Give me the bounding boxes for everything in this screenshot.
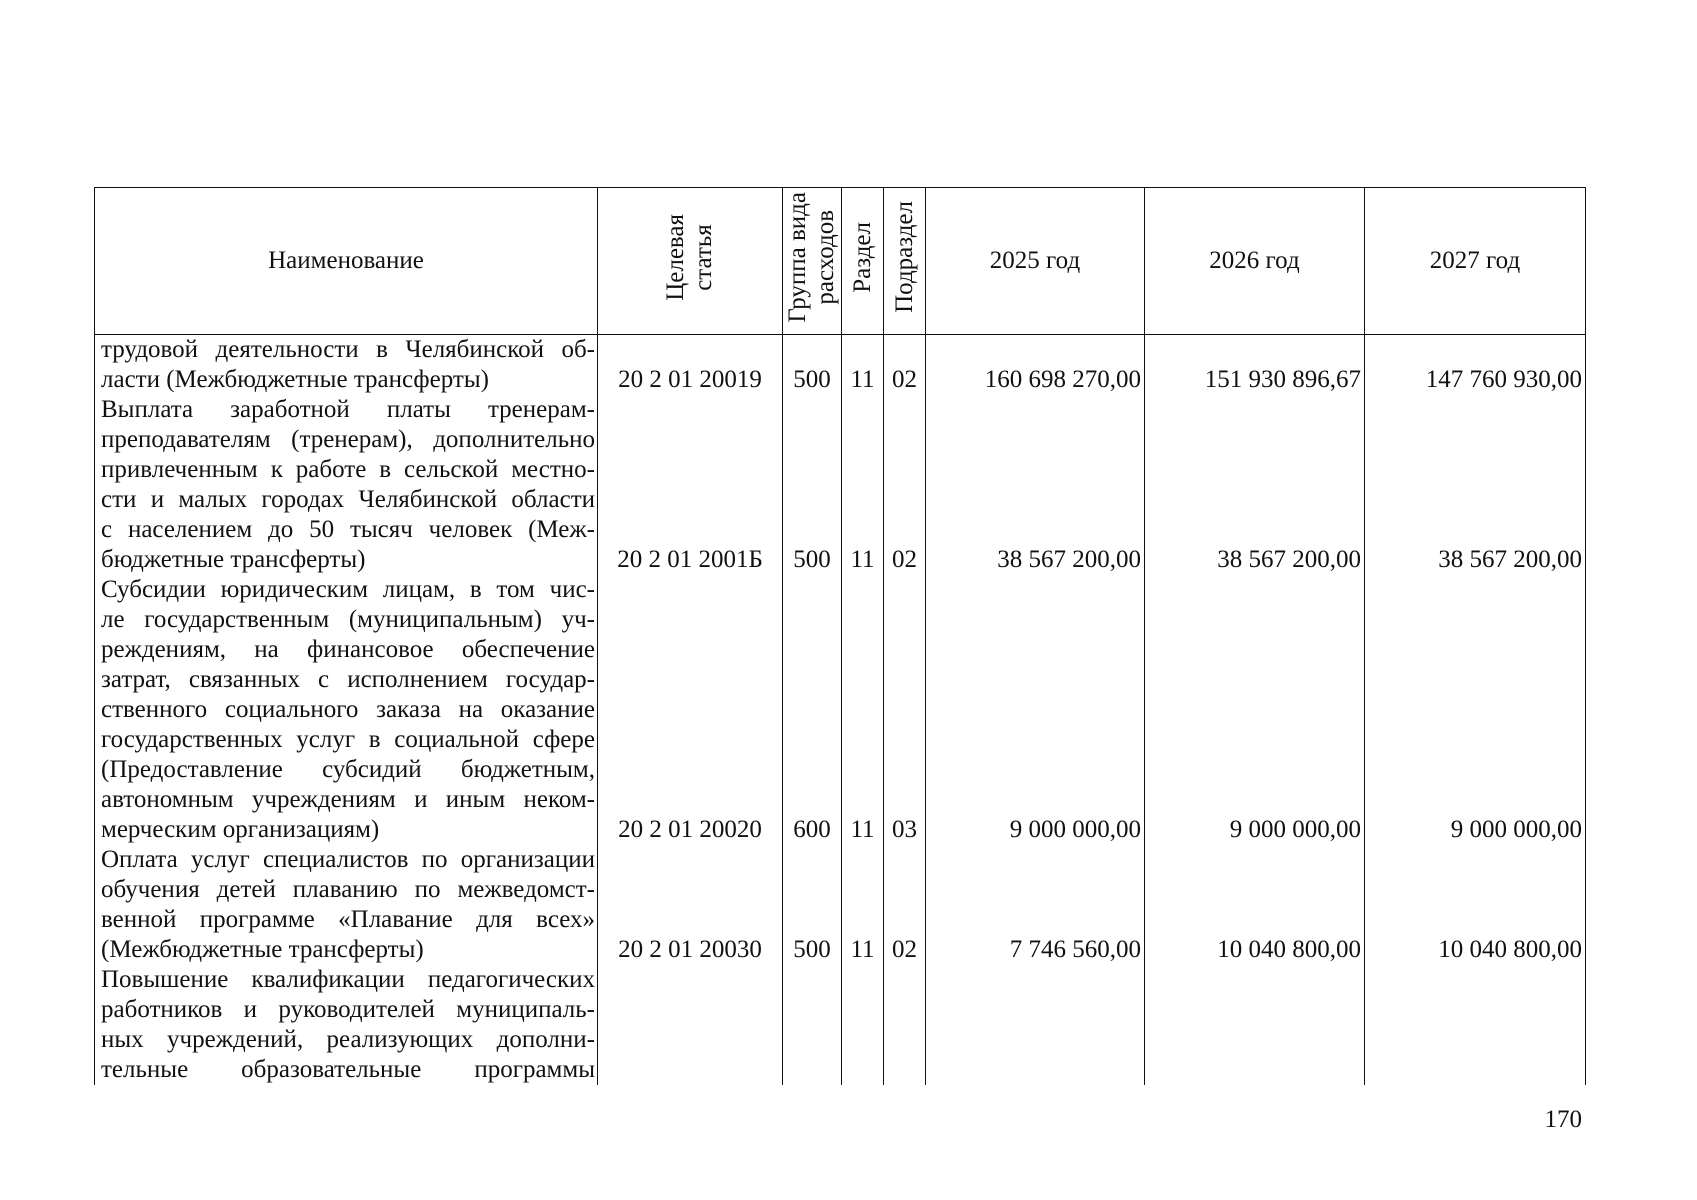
- table-row: [95, 575, 1586, 845]
- header-expense-group: Группа вида расходов: [783, 188, 842, 335]
- target-article-cell: 20 2 01 2001Б: [598, 395, 783, 575]
- budget-table: [94, 187, 1586, 1085]
- name-line: государственных услуг в социальной сфере: [101, 726, 595, 753]
- name-line: сти и малых городах Челябинской области: [101, 486, 595, 513]
- amount-2025-cell: 38 567 200,00: [926, 395, 1145, 575]
- page-number: 170: [1544, 1106, 1582, 1133]
- name-line: тельные образовательные программы: [101, 1056, 595, 1083]
- name-line: бюджетные трансферты): [101, 546, 366, 573]
- name-line: ле государственным (муниципальным) уч-: [101, 606, 595, 633]
- name-line: привлеченным к работе в сельской местно-: [101, 456, 595, 483]
- name-line: венной программе «Плавание для всех»: [101, 906, 595, 933]
- amount-2027-cell: [1365, 965, 1586, 1085]
- header-target-article: Целевая статья: [598, 188, 783, 335]
- name-line: ласти (Межбюджетные трансферты): [101, 366, 489, 393]
- subsection-cell: 02: [884, 395, 926, 575]
- section-cell: 11: [842, 335, 884, 396]
- name-line: затрат, связанных с исполнением государ-: [101, 666, 595, 693]
- subsection-cell: 02: [884, 845, 926, 965]
- target-article-cell: 20 2 01 20030: [598, 845, 783, 965]
- expense-group-cell: 500: [783, 845, 842, 965]
- amount-2025-cell: 9 000 000,00: [926, 575, 1145, 845]
- name-line: Выплата заработной платы тренерам-: [101, 396, 595, 423]
- name-cell: [95, 395, 598, 575]
- name-line: ных учреждений, реализующих дополни-: [101, 1026, 595, 1053]
- subsection-cell: [884, 965, 926, 1085]
- name-cell: [95, 575, 598, 845]
- target-article-cell: 20 2 01 20020: [598, 575, 783, 845]
- amount-2027-cell: 9 000 000,00: [1365, 575, 1586, 845]
- name-line: Оплата услуг специалистов по организации: [101, 846, 595, 873]
- name-line: преподавателям (тренерам), дополнительно: [101, 426, 595, 453]
- table-row: [95, 845, 1586, 965]
- section-cell: 11: [842, 845, 884, 965]
- expense-group-cell: 500: [783, 395, 842, 575]
- name-cell: [95, 965, 598, 1085]
- name-line: работников и руководителей муниципаль-: [101, 996, 595, 1023]
- name-cell: [95, 845, 598, 965]
- name-line: Повышение квалификации педагогических: [101, 966, 595, 993]
- section-cell: 11: [842, 575, 884, 845]
- amount-2027-cell: 10 040 800,00: [1365, 845, 1586, 965]
- name-line: трудовой деятельности в Челябинской об-: [101, 336, 595, 363]
- name-line: автономным учреждениям и иным неком-: [101, 786, 595, 813]
- name-line: мерческим организациям): [101, 816, 380, 843]
- amount-2027-cell: 147 760 930,00: [1365, 335, 1586, 396]
- subsection-cell: 03: [884, 575, 926, 845]
- table-row: [95, 965, 1586, 1085]
- amount-2027-cell: 38 567 200,00: [1365, 395, 1586, 575]
- header-2027: 2027 год: [1365, 188, 1586, 335]
- amount-2026-cell: 38 567 200,00: [1145, 395, 1365, 575]
- table-body: [95, 335, 1586, 1086]
- name-line: (Предоставление субсидий бюджетным,: [101, 756, 595, 783]
- name-cell: [95, 335, 598, 396]
- expense-group-cell: [783, 965, 842, 1085]
- name-line: ственного социального заказа на оказание: [101, 696, 595, 723]
- table-header: [95, 188, 1586, 335]
- header-section: Раздел: [842, 188, 884, 335]
- expense-group-cell: 600: [783, 575, 842, 845]
- target-article-cell: [598, 965, 783, 1085]
- amount-2026-cell: 151 930 896,67: [1145, 335, 1365, 396]
- amount-2025-cell: 7 746 560,00: [926, 845, 1145, 965]
- name-line: с населением до 50 тысяч человек (Меж-: [101, 516, 595, 543]
- table-row: [95, 395, 1586, 575]
- name-line: Субсидии юридическим лицам, в том чис-: [101, 576, 595, 603]
- amount-2026-cell: 10 040 800,00: [1145, 845, 1365, 965]
- expense-group-cell: 500: [783, 335, 842, 396]
- name-line: обучения детей плаванию по межведомст-: [101, 876, 595, 903]
- name-line: (Межбюджетные трансферты): [101, 936, 424, 963]
- amount-2026-cell: 9 000 000,00: [1145, 575, 1365, 845]
- name-line: реждениям, на финансовое обеспечение: [101, 636, 595, 663]
- section-cell: 11: [842, 395, 884, 575]
- header-name: Наименование: [95, 188, 598, 335]
- header-subsection: Подраздел: [884, 188, 926, 335]
- amount-2026-cell: [1145, 965, 1365, 1085]
- section-cell: [842, 965, 884, 1085]
- header-2025: 2025 год: [926, 188, 1145, 335]
- amount-2025-cell: 160 698 270,00: [926, 335, 1145, 396]
- table-row: [95, 335, 1586, 396]
- amount-2025-cell: [926, 965, 1145, 1085]
- subsection-cell: 02: [884, 335, 926, 396]
- header-2026: 2026 год: [1145, 188, 1365, 335]
- target-article-cell: 20 2 01 20019: [598, 335, 783, 396]
